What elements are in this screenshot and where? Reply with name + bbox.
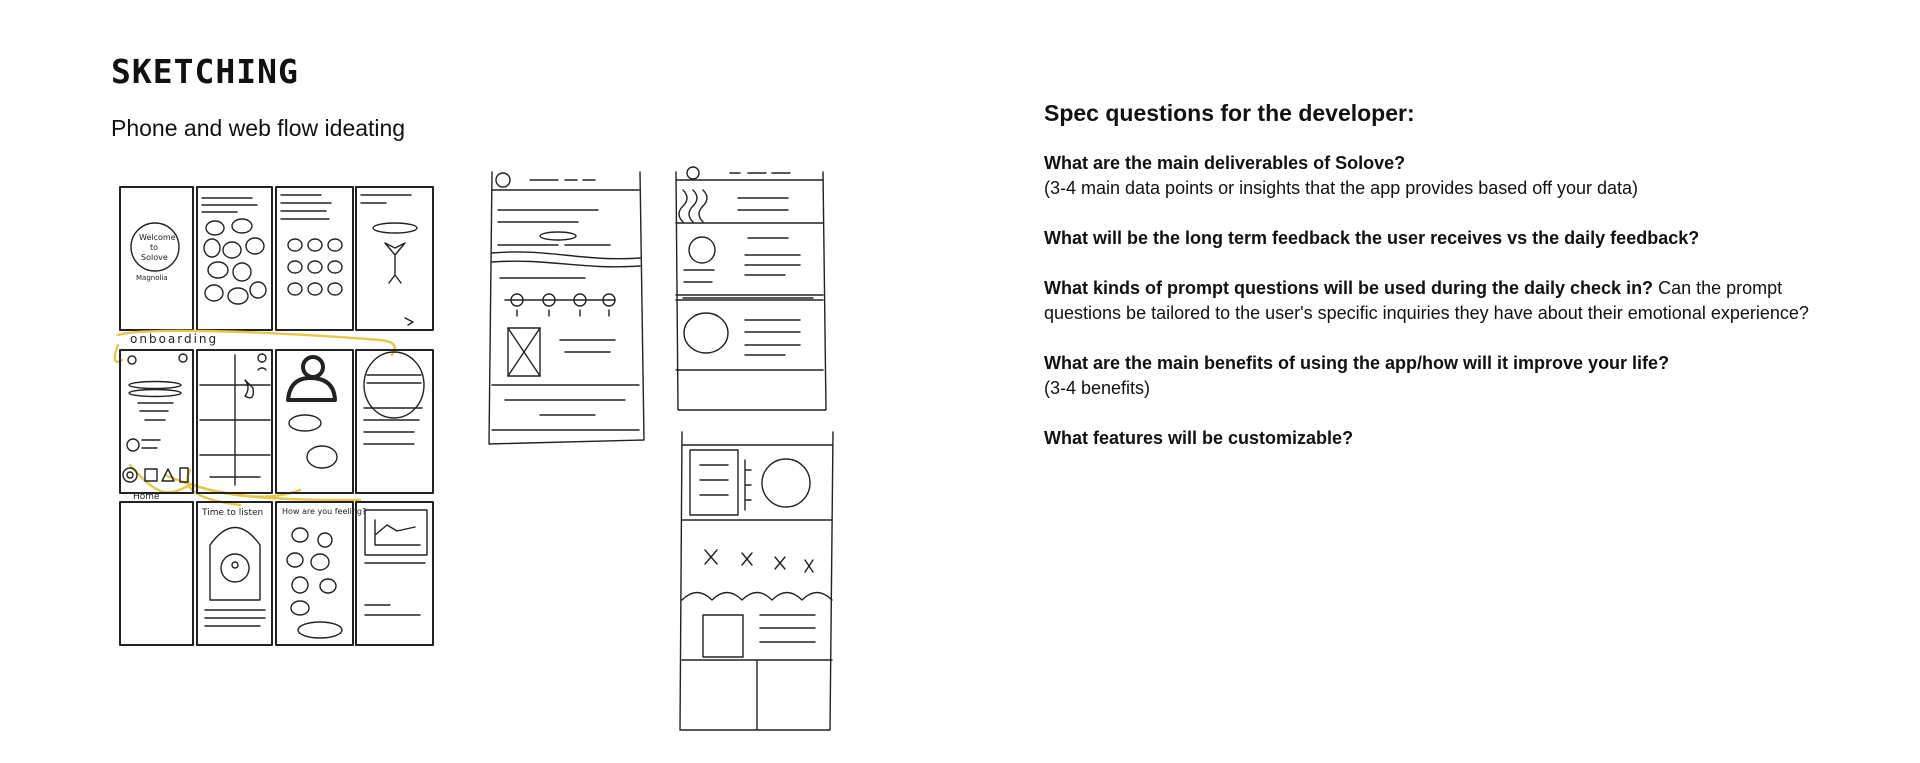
- spec-item-benefits: [1044, 351, 1844, 401]
- spec-question: What will be the long term feedback the user receives vs the daily feedback?: [1044, 228, 1700, 248]
- web-long-page-sketch: [680, 432, 833, 730]
- svg-text:to: to: [150, 243, 159, 252]
- time-to-listen-label: Time to listen: [202, 508, 264, 518]
- spec-item-prompt-questions: [1044, 276, 1844, 326]
- spec-detail: (3-4 benefits): [1044, 378, 1151, 398]
- phone-flow-sketch: [115, 187, 433, 645]
- spec-questions-panel: [1044, 100, 1844, 476]
- svg-text:Solove: Solove: [141, 253, 168, 262]
- section-title: SKETCHING: [111, 52, 299, 91]
- section-subtitle: Phone and web flow ideating: [111, 115, 406, 141]
- spec-question: What are the main deliverables of Solove?: [1044, 153, 1406, 173]
- spec-question: What kinds of prompt questions will be used during the daily check in?: [1044, 278, 1654, 298]
- web-home-sketch: [489, 172, 644, 444]
- spec-item-customizable: [1044, 426, 1844, 451]
- spec-question: What are the main benefits of using the app/how will it improve your life?: [1044, 353, 1670, 373]
- spec-item-deliverables: [1044, 151, 1844, 201]
- svg-text:Home: Home: [133, 492, 160, 502]
- svg-text:Welcome: Welcome: [139, 233, 176, 242]
- spec-detail: (3-4 main data points or insights that the app provides based off your data): [1044, 178, 1639, 198]
- svg-text:Magnolia: Magnolia: [136, 274, 168, 282]
- spec-heading: Spec questions for the developer:: [1044, 100, 1415, 126]
- spec-detail: Can the prompt questions be tailored to the user's specific inquiries they have about their emotional experience?: [1044, 278, 1809, 323]
- spec-question: What features will be customizable?: [1044, 428, 1354, 448]
- web-about-sketch: [676, 167, 826, 410]
- how-feeling-label: How are you feeling?: [282, 507, 367, 516]
- onboarding-label: onboarding: [130, 332, 219, 346]
- spec-item-feedback: [1044, 226, 1844, 251]
